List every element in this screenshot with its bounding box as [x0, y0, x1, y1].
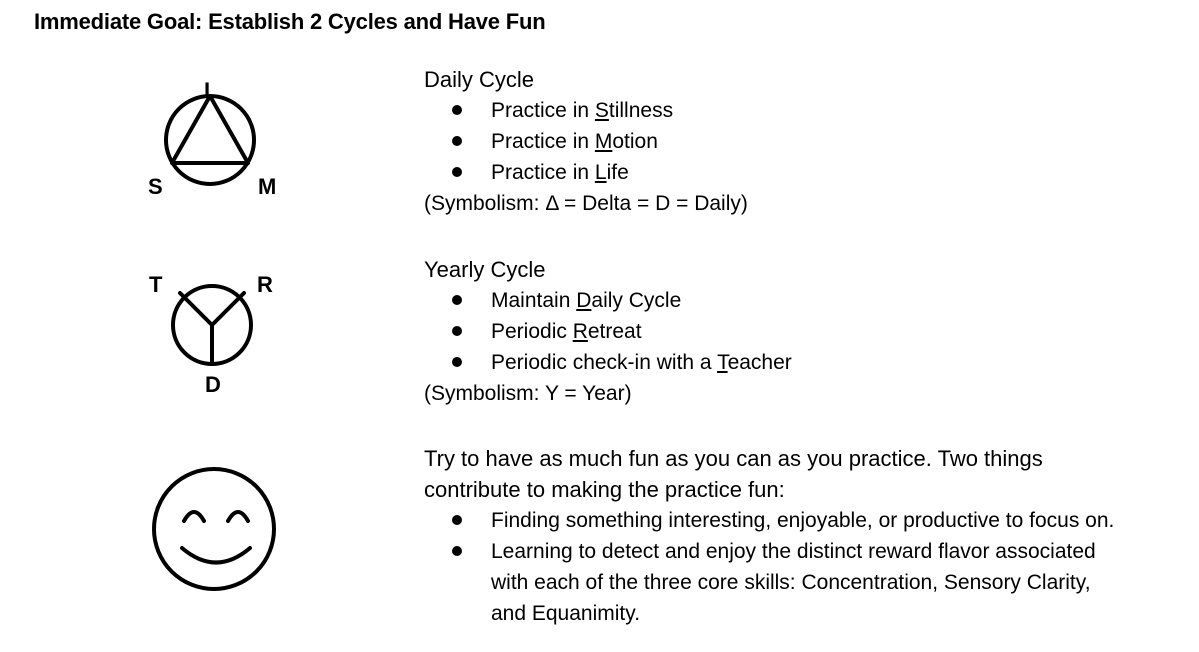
list-item: Practice in Motion — [424, 126, 1184, 157]
symbol-label-l: L — [204, 78, 218, 103]
bullet-icon — [452, 326, 462, 336]
symbol-label-t: T — [149, 272, 163, 297]
page-title: Immediate Goal: Establish 2 Cycles and Have Fun — [34, 9, 546, 34]
bullet-icon — [452, 105, 462, 115]
fun-section — [424, 443, 1124, 629]
daily-cycle-heading: Daily Cycle — [424, 67, 535, 92]
symbol-label-r: R — [257, 272, 273, 297]
list-item: Practice in Life — [424, 157, 1184, 188]
list-item: Practice in Stillness — [424, 95, 1184, 126]
bullet-icon — [452, 295, 462, 305]
bullet-icon — [452, 167, 462, 177]
list-item: Finding something interesting, enjoyable, or productive to focus on. — [424, 505, 1124, 536]
y-cycle-icon — [140, 270, 300, 400]
bullet-icon — [452, 546, 462, 556]
daily-cycle-list — [424, 95, 1184, 188]
bullet-icon — [452, 357, 462, 367]
daily-symbolism-note: (Symbolism: Δ = Delta = D = Daily) — [424, 192, 748, 215]
fun-list — [424, 505, 1124, 629]
list-item: Maintain Daily Cycle — [424, 285, 1184, 316]
smiley-face-icon — [140, 455, 300, 605]
list-item: Periodic Retreat — [424, 316, 1184, 347]
yearly-cycle-heading: Yearly Cycle — [424, 257, 546, 282]
bullet-icon — [452, 136, 462, 146]
yearly-cycle-section — [424, 254, 1184, 409]
symbol-label-d: D — [205, 372, 221, 397]
yearly-symbolism-note: (Symbolism: Y = Year) — [424, 382, 632, 405]
symbol-label-m: M — [258, 174, 277, 199]
list-item: Learning to detect and enjoy the distinct reward flavor associated with each of the three core skills: Concentration, Sensory Clarity, and Equanimity. — [424, 536, 1124, 629]
list-item: Periodic check-in with a Teacher — [424, 347, 1184, 378]
bullet-icon — [452, 515, 462, 525]
delta-cycle-icon — [140, 72, 300, 212]
fun-intro-text: Try to have as much fun as you can as you practice. Two things contribute to making the practice fun: — [424, 446, 1043, 502]
daily-cycle-section — [424, 64, 1184, 219]
yearly-cycle-list — [424, 285, 1184, 378]
symbol-label-s: S — [148, 174, 163, 199]
